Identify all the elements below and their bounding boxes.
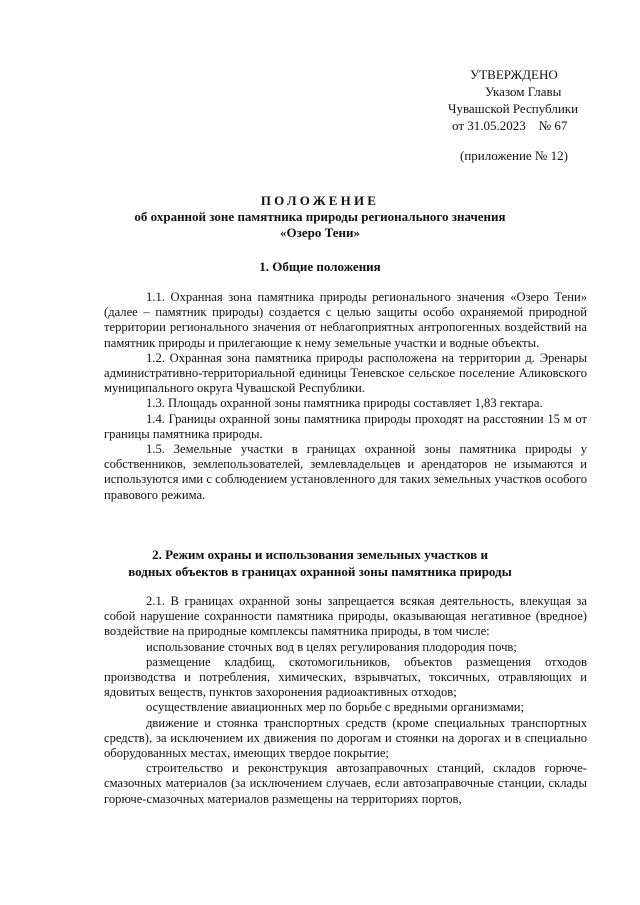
list-item: использование сточных вод в целях регулирования плодородия почв; <box>146 639 517 654</box>
appendix-note: (приложение № 12) <box>460 148 568 163</box>
title-main: ПОЛОЖЕНИЕ <box>260 193 380 208</box>
paragraph-2-1: 2.1. В границах охранной зоны запрещается всякая деятельность, влекущая за собой нарушение сохранности памятника природы, оказывающая негативное (вредное) воздействие на природные комплексы памятника природы, в том числе: <box>104 594 587 639</box>
list-item: строительство и реконструкция автозаправочных станций, складов горюче-смазочных материалов (за исключением случаев, если автозаправочные станции, склады горюче-смазочных материалов размещены на территориях портов, <box>104 761 587 806</box>
section-1-body <box>104 290 587 503</box>
approval-line-approved: УТВЕРЖДЕНО <box>470 67 558 82</box>
document-title <box>0 193 640 241</box>
approval-line-decree: Указом Главы <box>485 84 562 99</box>
paragraph-1-3: 1.3. Площадь охранной зоны памятника природы составляет 1,83 гектара. <box>146 396 543 411</box>
approval-line-head: Чувашской Республики <box>448 101 579 116</box>
section-2-body <box>104 594 587 807</box>
section-2-heading-line-1: 2. Режим охраны и использования земельных участков и <box>152 547 488 562</box>
paragraph-1-1: 1.1. Охранная зона памятника природы регионального значения «Озеро Тени» (далее – памятник природы) создается с целью защиты особо охраняемой природной территории регионального значения от неблагоприятных антропогенных воздействий на памятник природы и прилегающие к нему земельные участки и водные объекты. <box>104 290 587 350</box>
title-object-name: «Озеро Тени» <box>279 225 360 240</box>
title-subtitle: об охранной зоне памятника природы регионального значения <box>134 209 506 224</box>
list-item: движение и стоянка транспортных средств (кроме специальных транспортных средств), за исключением их движения по дорогам и стоянки на дорогах и в специально оборудованных местах, имеющих твердое покрытие; <box>104 715 587 761</box>
paragraph-1-4: 1.4. Границы охранной зоны памятника природы проходят на расстоянии 15 м от границы памятника природы. <box>104 411 587 441</box>
section-2-heading-line-2: водных объектов в границах охранной зоны памятника природы <box>128 564 512 579</box>
approval-stamp <box>446 66 616 134</box>
list-item: осуществление авиационных мер по борьбе с вредными организмами; <box>146 700 525 715</box>
section-2-heading <box>0 546 640 580</box>
paragraph-1-5: 1.5. Земельные участки в границах охранной зоны памятника природы у собственников, землепользователей, землевладельцев и арендаторов не изымаются и используются ими с соблюдением установленного для таких земельных участков особого правового режима. <box>104 442 587 502</box>
list-item: размещение кладбищ, скотомогильников, объектов размещения отходов производства и потребления, химических, взрывчатых, токсичных, отравляющих и ядовитых веществ, пунктов захоронения радиоактивных отходов; <box>104 654 587 700</box>
section-1-heading: 1. Общие положения <box>259 259 381 274</box>
paragraph-1-2: 1.2. Охранная зона памятника природы расположена на территории д. Эренары административно-территориальной единицы Теневское сельское поселение Аликовского муниципального округа Чувашской Республики. <box>104 350 587 396</box>
approval-line-date: от 31.05.2023 № 67 <box>452 118 568 133</box>
